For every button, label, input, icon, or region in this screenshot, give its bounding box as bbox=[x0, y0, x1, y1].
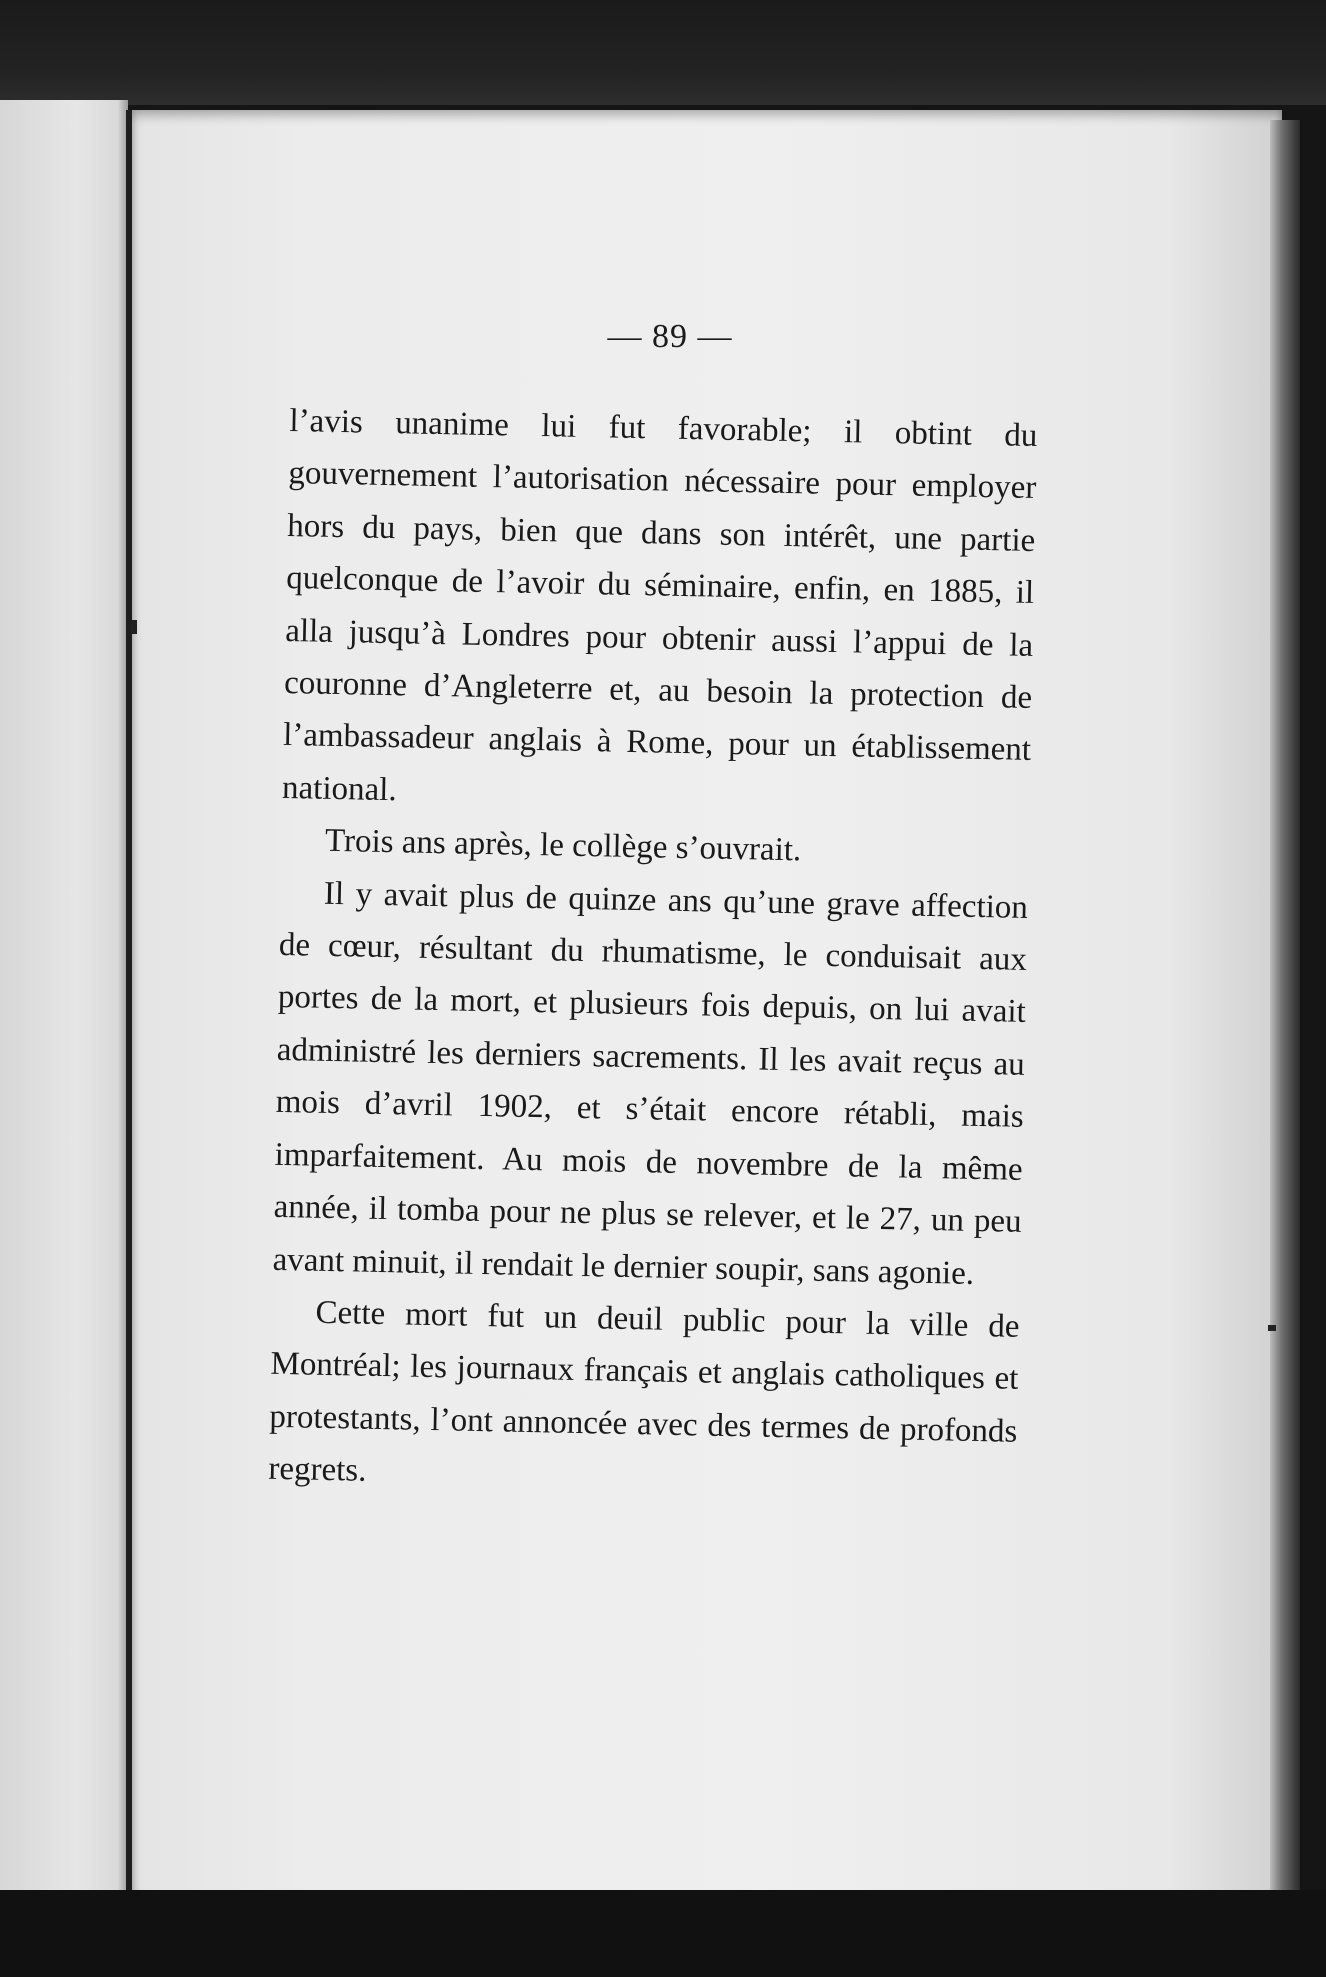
page-body-text bbox=[268, 395, 1038, 1510]
paragraph-3: Il y avait plus de quinze ans qu’une grave affection de cœur, résultant du rhumatisme, le conduisait aux portes de la mort, et plusieurs fois depuis, on lui avait administré les derniers sacrements. Il les avait reçus au mois d’avril 1902, et s’était encore rétabli, mais imparfaitement. Au mois de novembre de la même année, il tomba pour ne plus se relever, et le 27, un peu avant minuit, il rendait le dernier soupir, sans agonie. bbox=[272, 875, 1029, 1292]
book-edge-right bbox=[1270, 120, 1300, 1920]
scan-top-background bbox=[0, 0, 1326, 105]
page-number: — 89 — bbox=[607, 318, 733, 355]
binding-mark bbox=[1268, 1325, 1276, 1331]
binding-mark bbox=[131, 620, 137, 634]
scan-bottom-background bbox=[0, 1890, 1326, 1977]
facing-page-left bbox=[0, 100, 128, 1900]
paragraph-4: Cette mort fut un deuil public pour la ville de Montréal; les journaux français et anglais catholiques et protestants, l’ont annoncée avec des termes de profonds regrets. bbox=[268, 1294, 1020, 1489]
paragraph-1: l’avis unanime lui fut favorable; il obtint du gouvernement l’autorisation nécessaire pour employer hors du pays, bien que dans son intérêt, une partie quelconque de l’avoir du séminaire, enfin, en 1885, il alla jusqu’à Londres pour obtenir aussi l’appui de la couronne d’Angleterre et, au besoin la protection de l’ambassadeur anglais à Rome, pour un établissement national. bbox=[281, 402, 1038, 809]
paragraph-2: Trois ans après, le collège s’ouvrait. bbox=[324, 823, 802, 869]
